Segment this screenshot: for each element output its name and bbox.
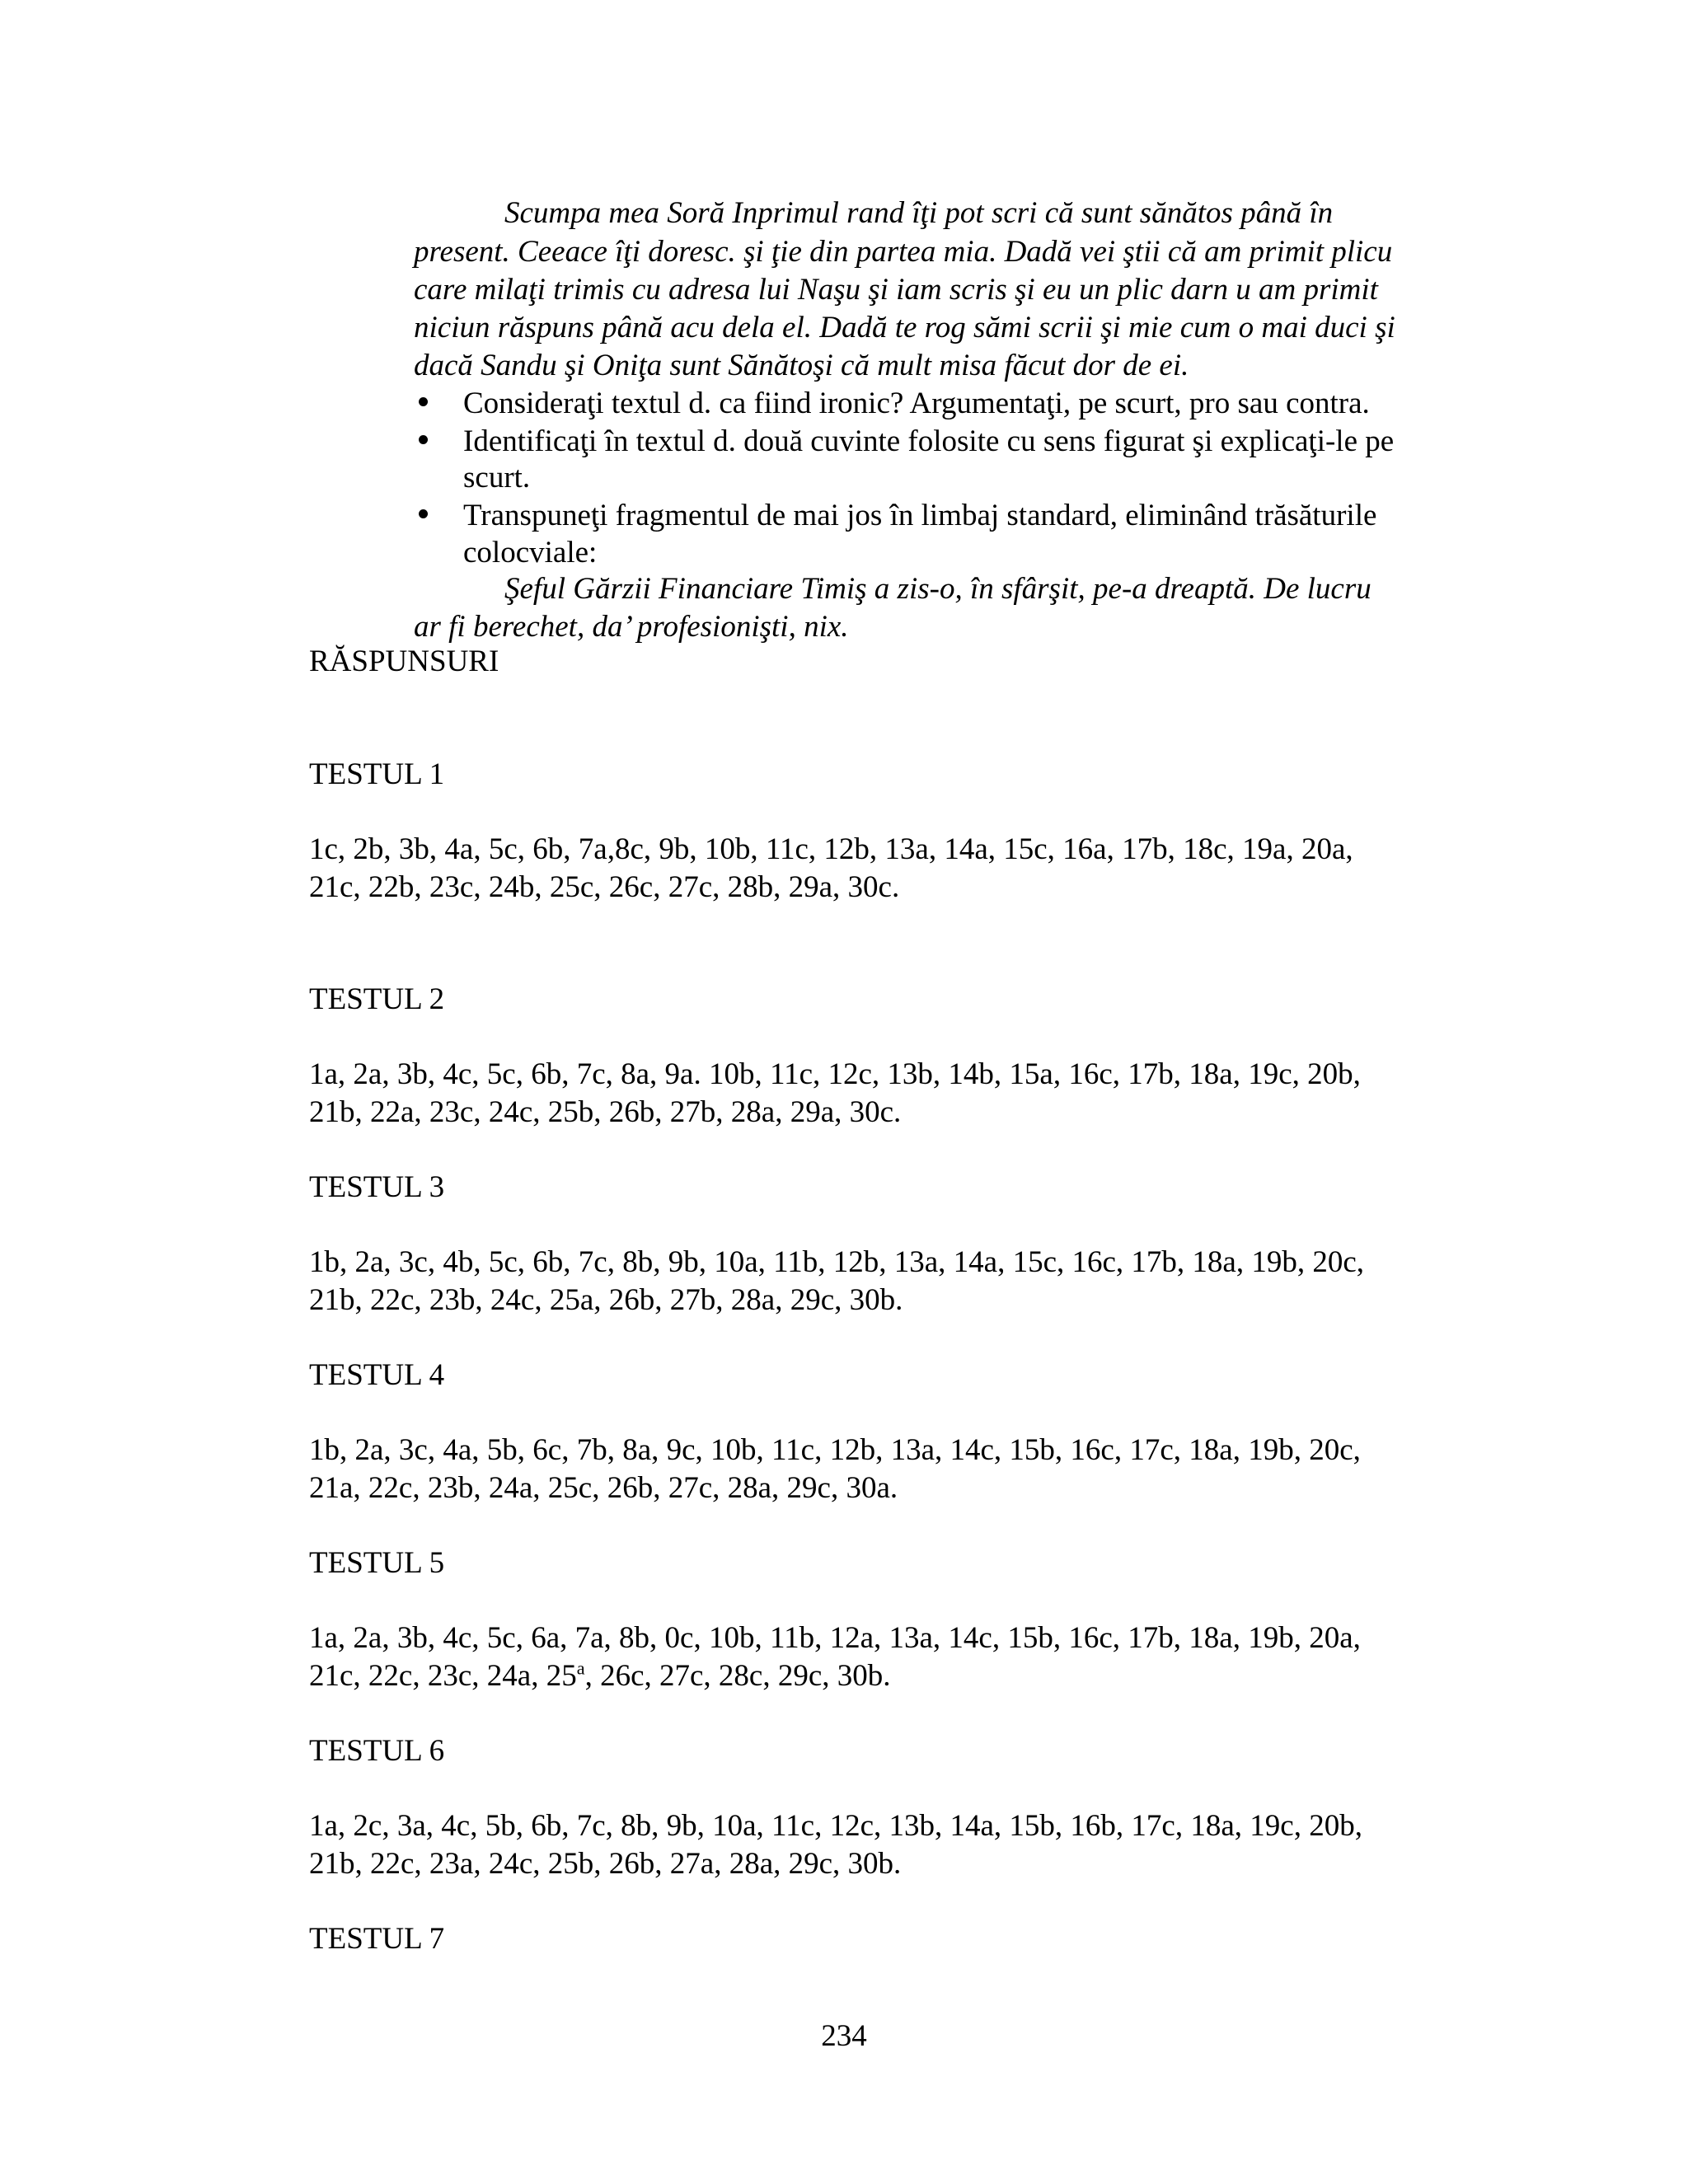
letter-line: niciun răspuns până acu dela el. Dadă te rog sămi scrii şi mie cum o mai duci şi	[414, 311, 1395, 344]
letter-line: Scumpa mea Soră Inprimul rand îţi pot scri că sunt sănătos până în	[504, 196, 1334, 230]
test-title: TESTUL 7	[309, 1922, 445, 1956]
test-title: TESTUL 1	[309, 757, 445, 791]
question-item: Identificaţi în textul d. două cuvinte folosite cu sens figurat şi explicaţi-le pe	[463, 424, 1395, 458]
letter-line: care milaţi trimis cu adresa lui Naşu şi iam scris şi eu un plic darn u am primit	[414, 273, 1378, 307]
letter-line: dacă Sandu şi Oniţa sunt Sănătoşi că mult misa făcut dor de ei.	[414, 349, 1189, 382]
question-item-continuation: colocviale:	[463, 536, 598, 569]
answer-line: 1a, 2c, 3a, 4c, 5b, 6b, 7c, 8b, 9b, 10a, 11c, 12c, 13b, 14a, 15b, 16b, 17c, 18a, 19c, 20b,	[309, 1809, 1362, 1843]
answer-line: 21b, 22a, 23c, 24c, 25b, 26b, 27b, 28a, 29a, 30c.	[309, 1095, 902, 1129]
answer-line: 1b, 2a, 3c, 4b, 5c, 6b, 7c, 8b, 9b, 10a, 11b, 12b, 13a, 14a, 15c, 16c, 17b, 18a, 19b, 20c,	[309, 1245, 1365, 1279]
bullet-icon	[419, 397, 428, 406]
question-item: Transpuneţi fragmentul de mai jos în limbaj standard, eliminând trăsăturile	[463, 499, 1377, 532]
answer-line: 1a, 2a, 3b, 4c, 5c, 6a, 7a, 8b, 0c, 10b, 11b, 12a, 13a, 14c, 15b, 16c, 17b, 18a, 19b, 20a,	[309, 1621, 1361, 1655]
bullet-icon	[419, 435, 428, 444]
quote-line: Şeful Gărzii Financiare Timiş a zis-o, în sfârşit, pe-a dreaptă. De lucru	[504, 572, 1372, 606]
quote-line: ar fi berechet, da’ profesionişti, nix.	[414, 610, 849, 644]
test-title: TESTUL 3	[309, 1170, 445, 1204]
test-title: TESTUL 5	[309, 1546, 445, 1580]
answer-line: 21b, 22c, 23b, 24c, 25a, 26b, 27b, 28a, 29c, 30b.	[309, 1283, 903, 1317]
answer-line: 21a, 22c, 23b, 24a, 25c, 26b, 27c, 28a, 29c, 30a.	[309, 1471, 898, 1505]
test-title: TESTUL 4	[309, 1358, 445, 1392]
answer-line: 1a, 2a, 3b, 4c, 5c, 6b, 7c, 8a, 9a. 10b, 11c, 12c, 13b, 14b, 15a, 16c, 17b, 18a, 19c, 20b,	[309, 1057, 1361, 1091]
answer-line: 21c, 22c, 23c, 24a, 25$^a$, 26c, 27c, 28c, 29c, 30b.	[309, 1657, 891, 1693]
question-item-continuation: scurt.	[463, 461, 531, 494]
test-title: TESTUL 6	[309, 1734, 445, 1768]
answer-line: 1c, 2b, 3b, 4a, 5c, 6b, 7a,8c, 9b, 10b, 11c, 12b, 13a, 14a, 15c, 16a, 17b, 18c, 19a, 20a,	[309, 832, 1353, 866]
bullet-icon	[419, 509, 428, 518]
answer-line: 21c, 22b, 23c, 24b, 25c, 26c, 27c, 28b, 29a, 30c.	[309, 870, 900, 904]
answer-line: 21b, 22c, 23a, 24c, 25b, 26b, 27a, 28a, 29c, 30b.	[309, 1847, 902, 1881]
answers-heading: RĂSPUNSURI	[309, 644, 499, 678]
page-number: 234	[821, 2019, 867, 2053]
question-item: Consideraţi textul d. ca fiind ironic? Argumentaţi, pe scurt, pro sau contra.	[463, 387, 1370, 420]
test-title: TESTUL 2	[309, 982, 445, 1016]
answer-line: 1b, 2a, 3c, 4a, 5b, 6c, 7b, 8a, 9c, 10b, 11c, 12b, 13a, 14c, 15b, 16c, 17c, 18a, 19b, 20c,	[309, 1433, 1361, 1467]
letter-line: present. Ceeace îţi doresc. şi ţie din partea mia. Dadă vei ştii că am primit plicu	[414, 235, 1393, 269]
